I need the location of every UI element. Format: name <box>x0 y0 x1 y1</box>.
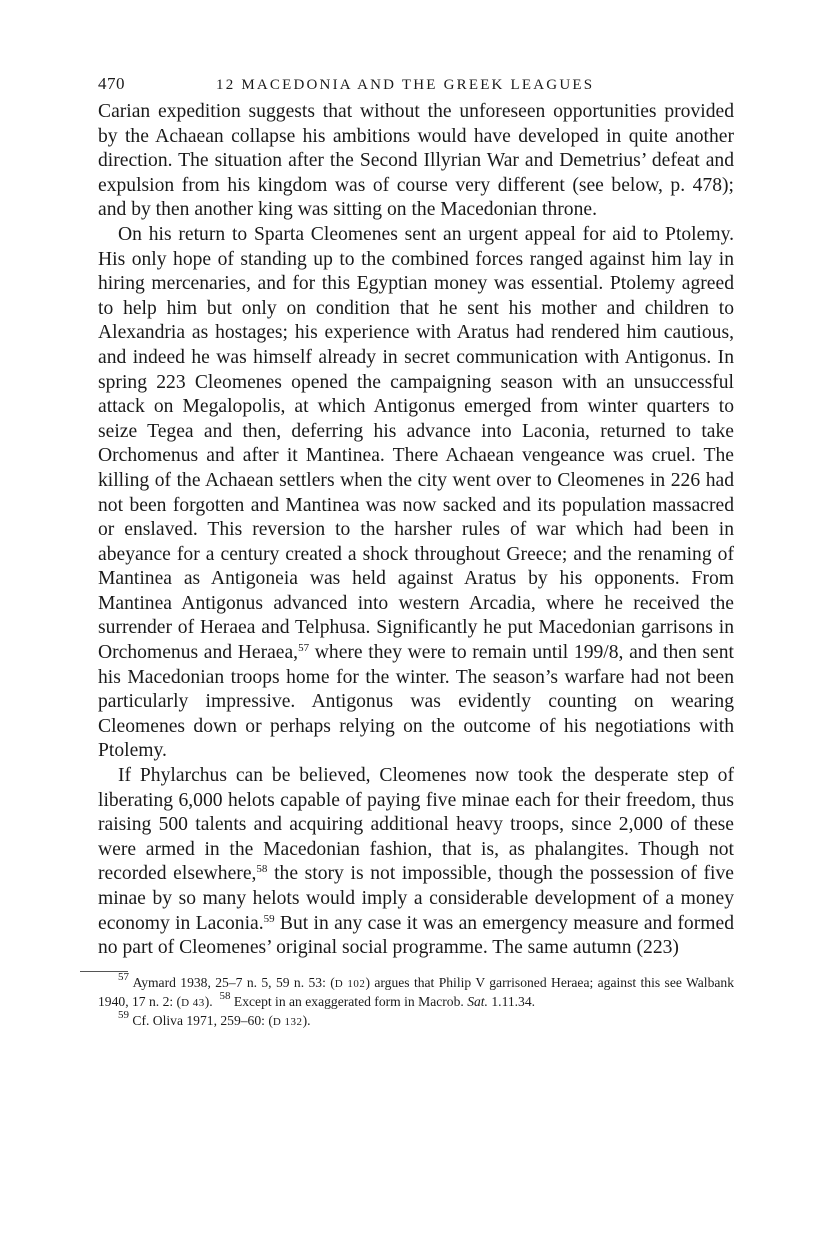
paragraph-3 <box>98 764 734 961</box>
running-header <box>98 74 734 100</box>
footnote-58-italic: Sat. <box>467 993 488 1009</box>
main-text <box>98 100 734 961</box>
paragraph-2-text-b: where they were to remain until 199/8, and then sent his Macedonian troops home for the winter. The season’s warfare had not been particularly impressive. Antigonus was evidently counting on wearing Cleomenes down or perhaps relying on the outcome of his negotiations with Ptolemy. <box>98 642 734 762</box>
paragraph-2-text-a: On his return to Sparta Cleomenes sent an urgent appeal for aid to Ptolemy. His only hope of standing up to the combined forces ranged against him lay in hiring mercenaries, and for this Egyptian money was essential. Ptolemy agreed to help him but only on condition that he sent his mother and children to Alexandria as hostages; his experience with Aratus had rendered him cautious, and indeed he was himself already in secret communication with Antigonus. In spring 223 Cleomenes opened the campaigning season with an unsuccessful attack on Megalopolis, at which Antigonus emerged from winter quarters to seize Tegea and then, deferring his advance into Laconia, returned to take Orchomenus and after it Mantinea. There Achaean vengeance was cruel. The killing of the Achaean settlers when the city went over to Cleomenes in 226 had not been forgotten and Mantinea was now sacked and its population massacred or enslaved. This reversion to the harsher rules of war which had been in abeyance for a century created a shock throughout Greece; and the renaming of Mantinea as Antigoneia was held against Aratus by his opponents. From Mantinea Antigonus advanced into western Arcadia, where he received the surrender of Heraea and Telphusa. Significantly he put Macedonian garrisons in Orchomenus and Heraea, <box>98 223 734 664</box>
footnote-57-ref2: D 43 <box>181 996 205 1009</box>
footnote-59-text-b: ). <box>302 1012 311 1028</box>
footnote-59-ref: D 132 <box>272 1015 303 1028</box>
paragraph-3-text-c: But in any case it was an emergency measure and formed no part of Cleomenes’ original social programme. The same autumn (223) <box>98 912 734 959</box>
footnote-57-mark: 57 <box>118 970 129 983</box>
footnote-57-58 <box>98 970 734 1012</box>
footnote-57-text-c: ). <box>204 993 213 1009</box>
footnote-58-text-a: Except in an exaggerated form in Macrob. <box>230 993 468 1009</box>
paragraph-1: Carian expedition suggests that without the unforeseen opportunities provided by the Achaean collapse his ambitions would have developed in quite another direction. The situation after the Second Illyrian War and Demetrius’ defeat and expulsion from his kingdom was of course very different (see below, p. 478); and by then another king was sitting on the Macedonian throne. <box>98 101 734 221</box>
running-title: 12 MACEDONIA AND THE GREEK LEAGUES <box>216 77 595 93</box>
footnote-59 <box>98 1008 734 1031</box>
footnote-58-text-b: 1.11.34. <box>487 993 536 1009</box>
footnote-57-text-a: Aymard 1938, 25–7 n. 5, 59 n. 53: ( <box>129 974 335 990</box>
footnote-ref-59[interactable]: 59 <box>263 912 275 925</box>
footnote-59-text-a: Cf. Oliva 1971, 259–60: ( <box>129 1012 273 1028</box>
paragraph-3-text-a: If Phylarchus can be believed, Cleomenes now took the desperate step of liberating 6,000 helots capable of paying five minae each for their freedom, thus raising 500 talents and acquiring additional heavy troops, since 2,000 of these were armed in the Macedonian fashion, that is, as phalangites. Though not recorded elsewhere, <box>98 765 734 885</box>
footnote-58-mark: 58 <box>219 989 231 1002</box>
footnote-57-text-b: ) argues that Philip V garrisoned Heraea; against this see Walbank 1940, 17 n. 2: ( <box>98 974 734 1009</box>
paragraph-3-text-b: the story is not impossible, though the possession of five minae by so many helots would imply a considerable development of a money economy in Laconia. <box>98 863 734 934</box>
paragraph-2 <box>98 223 734 764</box>
footnote-ref-58[interactable]: 58 <box>256 863 268 876</box>
footnote-57-ref1: D 102 <box>334 977 366 990</box>
footnotes <box>98 970 734 1031</box>
footnote-ref-57[interactable]: 57 <box>298 642 310 655</box>
page-number: 470 <box>98 74 125 93</box>
book-page <box>98 74 734 1031</box>
footnote-59-mark: 59 <box>118 1008 129 1021</box>
